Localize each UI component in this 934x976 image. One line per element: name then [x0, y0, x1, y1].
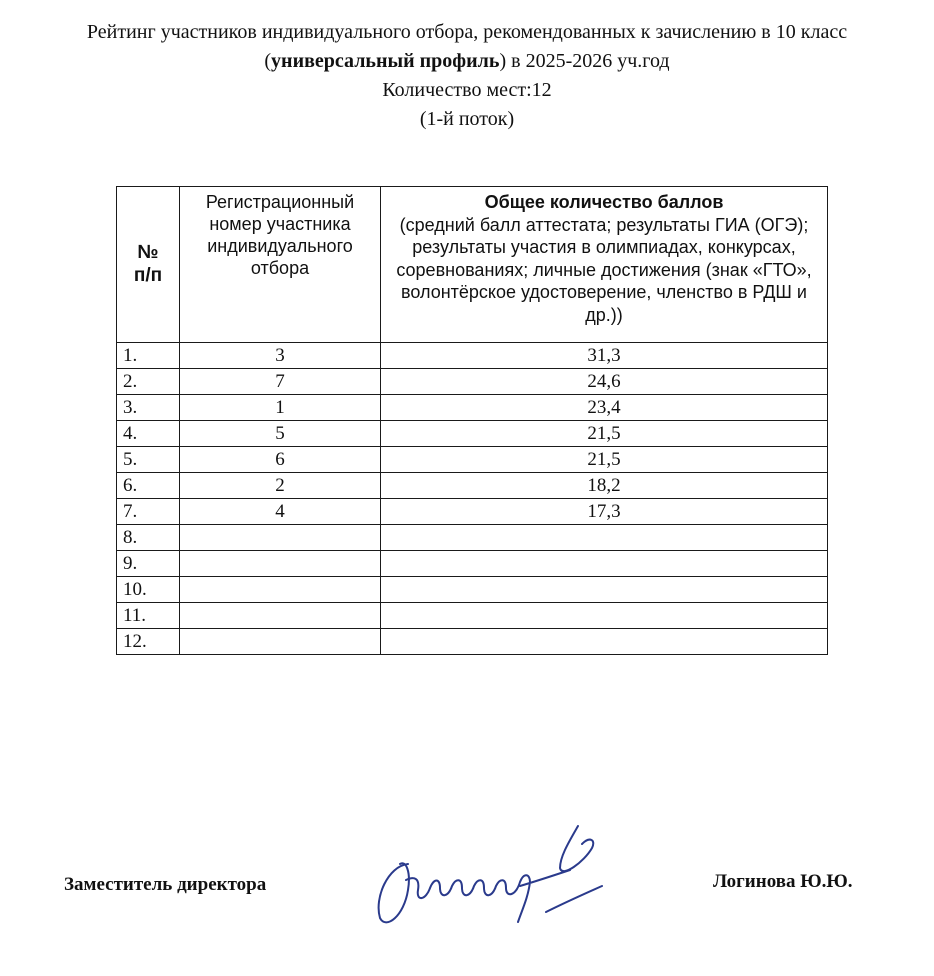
table-row	[117, 603, 828, 629]
cell-number: 3.	[117, 395, 180, 421]
cell-registration	[180, 577, 381, 603]
table-row	[117, 369, 828, 395]
cell-score	[381, 603, 828, 629]
handwritten-signature	[370, 820, 610, 930]
cell-score	[381, 551, 828, 577]
cell-registration: 3	[180, 343, 381, 369]
table-row	[117, 421, 828, 447]
table-row	[117, 499, 828, 525]
cell-registration: 2	[180, 473, 381, 499]
cell-score: 17,3	[381, 499, 828, 525]
cell-score: 21,5	[381, 421, 828, 447]
score-description: (средний балл аттестата; результаты ГИА (ОГЭ); результаты участия в олимпиадах, конкурсах, соревнованиях; личные достижения (знак «ГТО», волонтёрское удостоверение, членство в РДШ и др.))	[396, 214, 812, 325]
profile-name: универсальный профиль	[271, 50, 500, 72]
cell-number: 12.	[117, 629, 180, 655]
title-rest: ) в 2025-2026 уч.год	[499, 50, 670, 72]
cell-number: 5.	[117, 447, 180, 473]
cell-registration: 6	[180, 447, 381, 473]
table-row	[117, 629, 828, 655]
cell-score	[381, 577, 828, 603]
column-header-registration: Регистрационный номер участника индивидуального отбора	[180, 187, 381, 343]
cell-registration: 5	[180, 421, 381, 447]
column-header-number	[117, 187, 180, 343]
column-header-number-symbol: №	[137, 242, 159, 263]
cell-score: 23,4	[381, 395, 828, 421]
cell-score: 18,2	[381, 473, 828, 499]
table-row	[117, 473, 828, 499]
signer-name: Логинова Ю.Ю.	[713, 871, 853, 892]
cell-number: 7.	[117, 499, 180, 525]
cell-number: 8.	[117, 525, 180, 551]
table-row	[117, 525, 828, 551]
cell-registration	[180, 525, 381, 551]
cell-registration	[180, 551, 381, 577]
title-line-2	[0, 47, 934, 76]
cell-number: 10.	[117, 577, 180, 603]
table-row	[117, 577, 828, 603]
table-row	[117, 343, 828, 369]
cell-registration: 1	[180, 395, 381, 421]
score-title: Общее количество баллов	[484, 192, 724, 212]
table-body	[117, 343, 828, 655]
cell-score	[381, 525, 828, 551]
cell-number: 1.	[117, 343, 180, 369]
places-count: Количество мест:12	[382, 79, 552, 101]
title-line-1: Рейтинг участников индивидуального отбора, рекомендованных к зачислению в 10 класс	[86, 21, 848, 43]
cell-score: 21,5	[381, 447, 828, 473]
cell-score: 31,3	[381, 343, 828, 369]
cell-number: 6.	[117, 473, 180, 499]
title-paren-open: (	[264, 50, 272, 72]
table-header-row	[117, 187, 828, 343]
table-row	[117, 551, 828, 577]
cell-registration: 4	[180, 499, 381, 525]
cell-number: 11.	[117, 603, 180, 629]
cell-registration	[180, 629, 381, 655]
cell-registration	[180, 603, 381, 629]
column-header-number-abbr: п/п	[133, 264, 163, 286]
table-row	[117, 395, 828, 421]
signer-position: Заместитель директора	[64, 874, 267, 895]
cell-number: 9.	[117, 551, 180, 577]
cell-number: 2.	[117, 369, 180, 395]
stream-label: (1-й поток)	[419, 108, 515, 130]
table-row	[117, 447, 828, 473]
document-header	[0, 18, 934, 134]
cell-number: 4.	[117, 421, 180, 447]
cell-score	[381, 629, 828, 655]
cell-registration: 7	[180, 369, 381, 395]
column-header-score	[381, 187, 828, 343]
rating-table	[116, 186, 828, 655]
cell-score: 24,6	[381, 369, 828, 395]
